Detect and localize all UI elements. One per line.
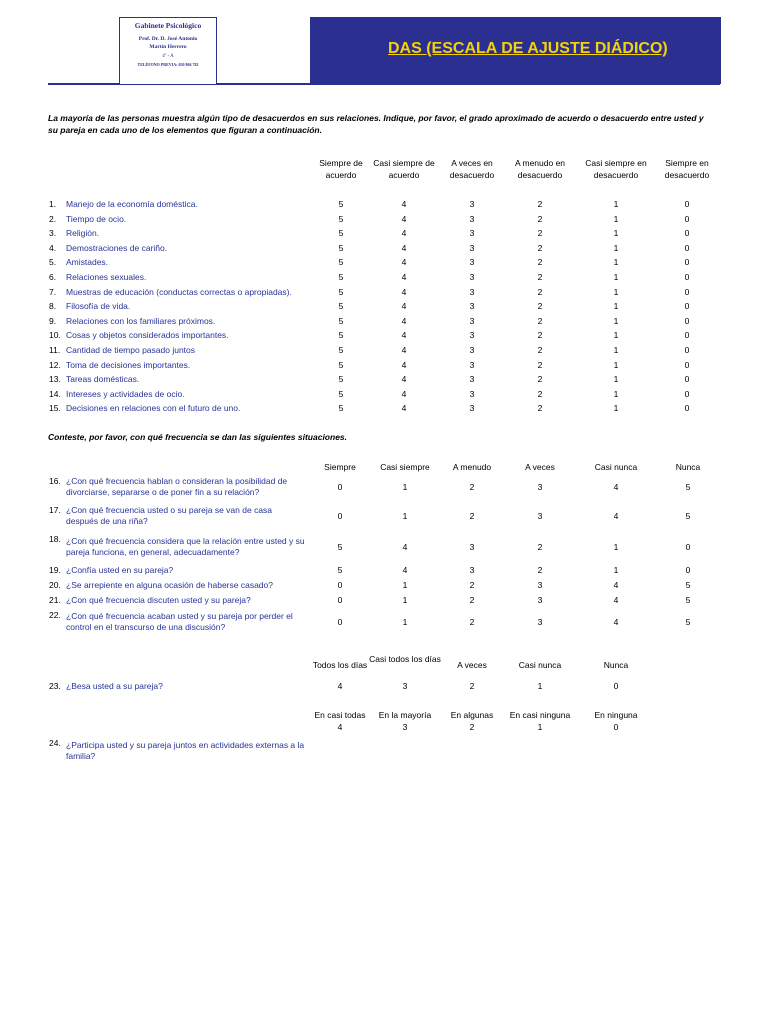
score-value: 1 [613, 359, 619, 370]
score-value: 5 [338, 403, 344, 414]
score-value: 0 [613, 681, 619, 691]
score-value: 2 [537, 542, 543, 552]
item-number: 13. [49, 374, 61, 385]
column-header: En casi ninguna [509, 710, 571, 720]
column-header: A menudo [452, 462, 492, 472]
item-text: Tiempo de ocio. [66, 213, 127, 224]
item-number: 9. [49, 315, 57, 326]
score-value: 2 [469, 617, 475, 627]
score-value: 3 [469, 286, 475, 297]
item-text: Religión. [66, 228, 100, 239]
score-value: 3 [469, 403, 475, 414]
score-value: 1 [402, 595, 408, 605]
score-value: 0 [684, 388, 690, 399]
item-text: ¿Confía usted en su pareja? [66, 565, 174, 575]
item-number: 3. [49, 228, 57, 239]
score-value: 1 [613, 257, 619, 268]
column-header: Casi todos los días [369, 654, 441, 664]
score-value: 4 [613, 595, 619, 605]
item-text: Filosofía de vida. [66, 301, 131, 312]
item-text: Tareas domésticas. [66, 374, 140, 385]
score-value: 1 [613, 272, 619, 282]
score-value: 4 [613, 617, 619, 627]
score-value: 2 [537, 199, 543, 209]
item-number: 8. [49, 301, 57, 312]
column-header: A veces [525, 462, 555, 472]
item-text: Amistades. [66, 257, 109, 268]
score-value: 4 [337, 681, 343, 691]
score-value: 1 [613, 199, 619, 209]
score-value: 1 [613, 286, 619, 297]
item-text: Cosas y objetos considerados importantes. [66, 330, 229, 341]
score-value: 5 [685, 511, 691, 521]
column-header: Casi siempre de acuerdo [373, 158, 435, 180]
score-value: 3 [469, 301, 475, 312]
score-value: 0 [684, 257, 690, 268]
score-value: 3 [469, 345, 475, 355]
score-value: 2 [469, 511, 475, 521]
score-value: 2 [537, 213, 543, 224]
item-number: 6. [49, 272, 57, 282]
score-value: 2 [469, 580, 475, 590]
score-value: 5 [338, 374, 344, 385]
score-value: 5 [338, 301, 344, 312]
score-value: 4 [401, 228, 407, 239]
score-value: 3 [537, 482, 543, 492]
column-header: Todos los días [312, 660, 368, 670]
score-value: 1 [613, 242, 619, 253]
score-value: 0 [685, 565, 691, 575]
item-text: Relaciones sexuales. [66, 272, 147, 282]
column-header: Nunca [603, 660, 629, 670]
score-value: 4 [613, 580, 619, 590]
score-value: 5 [338, 286, 344, 297]
item-number: 7. [49, 286, 57, 297]
score-value: 4 [401, 345, 407, 355]
score-value: 0 [337, 595, 343, 605]
score-value: 3 [469, 213, 475, 224]
score-value: 5 [685, 617, 691, 627]
page-title: DAS (ESCALA DE AJUSTE DIÁDICO) [388, 40, 668, 57]
column-header: En la mayoría [378, 710, 432, 720]
score-value: 1 [613, 315, 619, 326]
score-value: 0 [684, 242, 690, 253]
column-header: Casi nunca [594, 462, 638, 472]
score-value: 5 [338, 199, 344, 209]
score-value: 0 [684, 315, 690, 326]
column-header: Nunca [675, 462, 701, 472]
score-value: 4 [401, 257, 407, 268]
score-value: 3 [469, 199, 475, 209]
item-number: 17. [49, 505, 61, 515]
score-value: 2 [537, 374, 543, 385]
logo-line2: Prof. Dr. D. José Antonio [138, 36, 198, 42]
score-value: 0 [685, 542, 691, 552]
logo-line4: 4º - A [162, 54, 174, 59]
score-value: 5 [338, 272, 344, 282]
score-value: 2 [537, 359, 543, 370]
score-value: 1 [613, 565, 619, 575]
score-value: 2 [537, 257, 543, 268]
score-value: 3 [402, 681, 408, 691]
score-value: 3 [469, 228, 475, 239]
item-number: 11. [49, 345, 61, 355]
item-number: 4. [49, 242, 57, 253]
item-number: 21. [49, 595, 61, 605]
score-value: 2 [537, 272, 543, 282]
score-value: 5 [685, 580, 691, 590]
score-value: 5 [338, 257, 344, 268]
score-value: 3 [469, 388, 475, 399]
item-text: Manejo de la economía doméstica. [66, 199, 198, 209]
score-value: 5 [338, 359, 344, 370]
item-text: Muestras de educación (conductas correctas o apropiadas). [66, 286, 292, 297]
score-value: 3 [469, 272, 475, 282]
score-value: 1 [613, 403, 619, 414]
score-value: 2 [537, 345, 543, 355]
score-value: 3 [469, 242, 475, 253]
item-text: ¿Con qué frecuencia considera que la relación entre usted y su pareja funciona, en general, adecuadamente? [66, 536, 305, 557]
score-value: 2 [537, 242, 543, 253]
score-value: 1 [613, 228, 619, 239]
score-value: 1 [402, 482, 408, 492]
score-value: 4 [613, 482, 619, 492]
score-value: 3 [537, 617, 543, 627]
score-value: 4 [613, 511, 619, 521]
score-value: 3 [402, 722, 408, 732]
score-value: 1 [537, 722, 543, 732]
column-header: En ninguna [594, 710, 638, 720]
score-value: 1 [402, 580, 408, 590]
item-number: 24. [49, 738, 61, 748]
score-value: 2 [537, 315, 543, 326]
score-value: 2 [537, 301, 543, 312]
logo-line1: Gabinete Psicológico [134, 21, 202, 30]
score-value: 5 [338, 388, 344, 399]
score-value: 0 [684, 213, 690, 224]
score-value: 4 [401, 403, 407, 414]
score-value: 3 [537, 580, 543, 590]
score-value: 1 [402, 617, 408, 627]
score-value: 5 [338, 330, 344, 341]
score-value: 4 [401, 388, 407, 399]
logo-phone: TELÉFONO PREVIA: 650 866 782 [137, 62, 199, 67]
score-value: 2 [469, 595, 475, 605]
item-text: ¿Con qué frecuencia acaban usted y su pareja por perder el control en el transcurso de una discusión? [66, 611, 293, 632]
score-value: 1 [613, 345, 619, 355]
score-value: 5 [338, 315, 344, 326]
score-value: 0 [684, 301, 690, 312]
score-value: 5 [338, 228, 344, 239]
score-value: 3 [469, 315, 475, 326]
score-value: 5 [338, 345, 344, 355]
item-text: Decisiones en relaciones con el futuro de uno. [66, 403, 241, 414]
score-value: 5 [338, 242, 344, 253]
score-value: 4 [401, 301, 407, 312]
score-value: 1 [613, 388, 619, 399]
item-number: 14. [49, 388, 61, 399]
score-value: 1 [537, 681, 543, 691]
score-value: 5 [337, 565, 343, 575]
score-value: 1 [613, 542, 619, 552]
column-header: En casi todas [314, 710, 366, 720]
clinic-logo [119, 17, 217, 85]
score-value: 3 [537, 511, 543, 521]
score-value: 0 [684, 403, 690, 414]
score-value: 4 [402, 542, 408, 552]
item-number: 2. [49, 213, 57, 224]
score-value: 1 [613, 213, 619, 224]
score-value: 5 [685, 482, 691, 492]
column-header: Siempre en desacuerdo [664, 158, 710, 180]
score-value: 2 [469, 482, 475, 492]
column-header: Siempre [324, 462, 356, 472]
score-value: 0 [684, 345, 690, 355]
column-header: A veces [457, 660, 487, 670]
item-number: 23. [49, 681, 61, 691]
score-value: 1 [613, 374, 619, 385]
score-value: 0 [684, 374, 690, 385]
item-text: ¿Se arrepiente en alguna ocasión de haberse casado? [66, 580, 273, 590]
section2-intro: Conteste, por favor, con qué frecuencia se dan las siguientes situaciones. [48, 432, 348, 442]
item-text: ¿Participa usted y su pareja juntos en actividades externas a la familia? [66, 740, 305, 761]
item-number: 1. [49, 199, 57, 209]
item-text: Relaciones con los familiares próximos. [66, 315, 216, 326]
item-text: Intereses y actividades de ocio. [66, 388, 185, 399]
item-number: 19. [49, 565, 61, 575]
column-header: Casi siempre en desacuerdo [585, 158, 647, 180]
logo-line3: Martín Herrero [149, 44, 187, 50]
score-value: 3 [469, 257, 475, 268]
score-value: 0 [613, 722, 619, 732]
score-value: 4 [401, 199, 407, 209]
column-header: Casi nunca [518, 660, 562, 670]
score-value: 0 [684, 359, 690, 370]
score-value: 2 [537, 403, 543, 414]
score-value: 2 [537, 330, 543, 341]
score-value: 4 [401, 272, 407, 282]
score-value: 2 [537, 228, 543, 239]
score-value: 2 [469, 722, 475, 732]
score-value: 0 [684, 228, 690, 239]
score-value: 4 [401, 242, 407, 253]
item-number: 10. [49, 330, 61, 341]
column-header: A menudo en desacuerdo [514, 158, 566, 180]
score-value: 3 [469, 359, 475, 370]
score-value: 2 [537, 286, 543, 297]
score-value: 4 [401, 315, 407, 326]
score-value: 0 [337, 482, 343, 492]
score-value: 4 [402, 565, 408, 575]
score-value: 3 [469, 542, 475, 552]
item-number: 15. [49, 403, 61, 414]
score-value: 2 [537, 565, 543, 575]
score-value: 2 [469, 681, 475, 691]
item-number: 16. [49, 476, 61, 486]
score-value: 0 [684, 286, 690, 297]
score-value: 3 [469, 374, 475, 385]
score-value: 0 [337, 580, 343, 590]
column-header: En algunas [450, 710, 494, 720]
item-text: Demostraciones de cariño. [66, 242, 168, 253]
score-value: 0 [337, 617, 343, 627]
score-value: 3 [469, 565, 475, 575]
item-text: Cantidad de tiempo pasado juntos [66, 345, 196, 355]
score-value: 0 [684, 199, 690, 209]
score-value: 0 [684, 330, 690, 341]
item-text: Toma de decisiones importantes. [66, 359, 191, 370]
column-header: A veces en desacuerdo [449, 158, 495, 180]
score-value: 4 [401, 330, 407, 341]
score-value: 4 [401, 213, 407, 224]
score-value: 3 [537, 595, 543, 605]
item-number: 20. [49, 580, 61, 590]
score-value: 2 [537, 388, 543, 399]
item-text: ¿Besa usted a su pareja? [66, 681, 163, 691]
score-value: 5 [338, 213, 344, 224]
score-value: 4 [401, 359, 407, 370]
item-text: ¿Con qué frecuencia usted o su pareja se van de casa después de una riña? [66, 505, 273, 526]
item-number: 22. [49, 610, 61, 620]
score-value: 4 [337, 722, 343, 732]
score-value: 4 [401, 286, 407, 297]
item-text: ¿Con qué frecuencia discuten usted y su pareja? [66, 595, 251, 605]
score-value: 5 [685, 595, 691, 605]
score-value: 0 [684, 272, 690, 282]
score-value: 0 [337, 511, 343, 521]
score-value: 5 [337, 542, 343, 552]
column-header: Siempre de acuerdo [319, 158, 363, 180]
score-value: 3 [469, 330, 475, 341]
item-number: 12. [49, 359, 61, 370]
column-header: Casi siempre [380, 462, 430, 472]
score-value: 1 [402, 511, 408, 521]
item-number: 5. [49, 257, 57, 268]
item-text: ¿Con qué frecuencia hablan o consideran la posibilidad de divorciarse, separarse o de poner fin a su relación? [66, 476, 288, 497]
item-number: 18. [49, 534, 61, 544]
score-value: 1 [613, 330, 619, 341]
section1-intro: La mayoría de las personas muestra algún tipo de desacuerdos en sus relaciones. Indique, por favor, el grado aproximado de acuerdo o desacuerdo entre usted y su pareja en cada uno de los elementos que figuran a continuación. [48, 113, 704, 135]
score-value: 1 [613, 301, 619, 312]
score-value: 4 [401, 374, 407, 385]
